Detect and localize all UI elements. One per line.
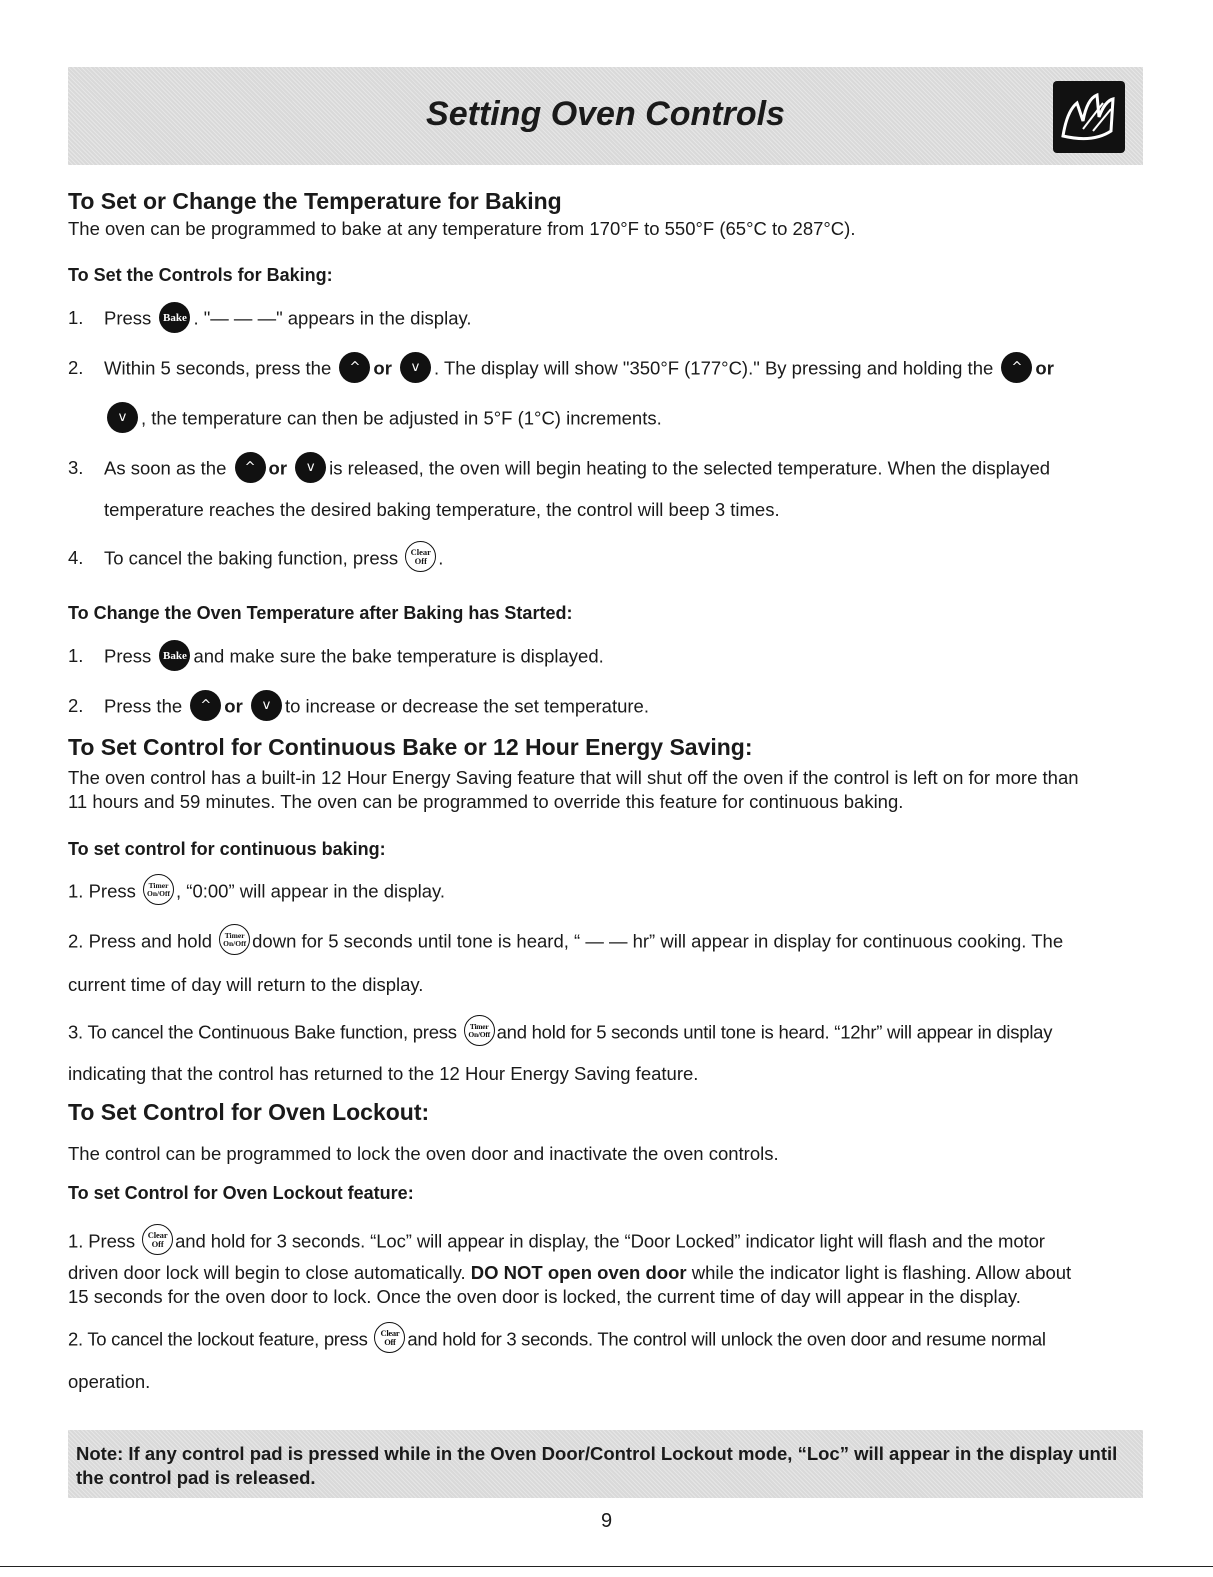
list-item: 1. Press Timer On/Off , “0:00” will appear in the display.	[68, 877, 445, 908]
section-intro: The oven control has a built-in 12 Hour Energy Saving feature that will shut off the oven if the control is left on for more than	[68, 767, 1079, 788]
clear-off-button-icon: Clear Off	[142, 1224, 173, 1255]
section-intro: 11 hours and 59 minutes. The oven can be programmed to override this feature for continuous baking.	[68, 791, 904, 812]
list-item: 2. Within 5 seconds, press the ^ or v . The display will show "350°F (177°C)." By pressing and holding the ^ or	[68, 354, 1054, 385]
subsection-title: To Set the Controls for Baking:	[68, 265, 333, 285]
subsection-title: To set Control for Oven Lockout feature:	[68, 1183, 414, 1203]
subsection-title: To set control for continuous baking:	[68, 839, 386, 859]
list-item: 2. Press and hold Timer On/Off down for 5 seconds until tone is heard, “ — — hr” will appear in display for continuous cooking. The	[68, 927, 1063, 958]
list-item-continuation: v , the temperature can then be adjusted in 5°F (1°C) increments.	[104, 404, 662, 435]
timer-on-off-button-icon: Timer On/Off	[219, 924, 250, 955]
page-number: 9	[600, 1510, 613, 1532]
timer-on-off-button-icon: Timer On/Off	[464, 1015, 495, 1046]
list-item-continuation: operation.	[68, 1371, 151, 1392]
note-text: Note: If any control pad is pressed while in the Oven Door/Control Lockout mode, “Loc” will appear in the display until the control pad is released.	[76, 1443, 1118, 1488]
subsection-title: To Change the Oven Temperature after Baking has Started:	[68, 603, 573, 623]
up-arrow-button-icon: ^	[339, 352, 370, 383]
section-intro: The oven can be programmed to bake at any temperature from 170°F to 550°F (65°C to 287°C).	[68, 218, 856, 239]
list-item: 1. Press Bake and make sure the bake temperature is displayed.	[68, 642, 604, 673]
header-banner	[68, 67, 1143, 165]
page-title: Setting Oven Controls	[426, 95, 785, 133]
list-item-continuation: indicating that the control has returned to the 12 Hour Energy Saving feature.	[68, 1063, 699, 1084]
list-item: 3. As soon as the ^ or v is released, the oven will begin heating to the selected temperature. When the displayed	[68, 454, 1050, 485]
list-item: 2. Press the ^ or v to increase or decrease the set temperature.	[68, 692, 649, 723]
list-item: 4. To cancel the baking function, press Clear Off .	[68, 544, 443, 575]
clear-off-button-icon: Clear Off	[374, 1322, 405, 1353]
timer-on-off-button-icon: Timer On/Off	[143, 874, 174, 905]
oven-controls-icon	[1053, 81, 1125, 153]
up-arrow-button-icon: ^	[235, 452, 266, 483]
clear-off-button-icon: Clear Off	[405, 541, 436, 572]
up-arrow-button-icon: ^	[190, 690, 221, 721]
section-title-continuous-bake: To Set Control for Continuous Bake or 12 Hour Energy Saving:	[68, 734, 753, 760]
bake-button-icon: Bake	[159, 640, 190, 671]
list-item: 2. To cancel the lockout feature, press Clear Off and hold for 3 seconds. The control will unlock the oven door and resume normal	[68, 1325, 1046, 1356]
list-item: 1. Press Clear Off and hold for 3 seconds. “Loc” will appear in display, the “Door Locked” indicator light will flash and the motor	[68, 1227, 1045, 1258]
up-arrow-button-icon: ^	[1001, 352, 1032, 383]
down-arrow-button-icon: v	[107, 402, 138, 433]
list-item: 1. Press Bake . "— — —" appears in the display.	[68, 304, 472, 335]
list-item-continuation: temperature reaches the desired baking temperature, the control will beep 3 times.	[104, 499, 780, 520]
section-title-baking-temp: To Set or Change the Temperature for Baking	[68, 188, 562, 214]
bottom-divider	[0, 1566, 1213, 1567]
section-title-oven-lockout: To Set Control for Oven Lockout:	[68, 1099, 430, 1125]
note-box	[68, 1430, 1143, 1498]
list-item-continuation: 15 seconds for the oven door to lock. Once the oven door is locked, the current time of day will appear in the display.	[68, 1286, 1021, 1307]
down-arrow-button-icon: v	[400, 352, 431, 383]
down-arrow-button-icon: v	[251, 690, 282, 721]
list-item-continuation: current time of day will return to the display.	[68, 974, 424, 995]
down-arrow-button-icon: v	[295, 452, 326, 483]
list-item: 3. To cancel the Continuous Bake function, press Timer On/Off and hold for 5 seconds until tone is heard. “12hr” will appear in display	[68, 1018, 1052, 1049]
bake-button-icon: Bake	[159, 302, 190, 333]
section-intro: The control can be programmed to lock the oven door and inactivate the oven controls.	[68, 1143, 779, 1164]
list-item-continuation: driven door lock will begin to close automatically. DO NOT open oven door while the indicator light is flashing. Allow about	[68, 1262, 1072, 1283]
